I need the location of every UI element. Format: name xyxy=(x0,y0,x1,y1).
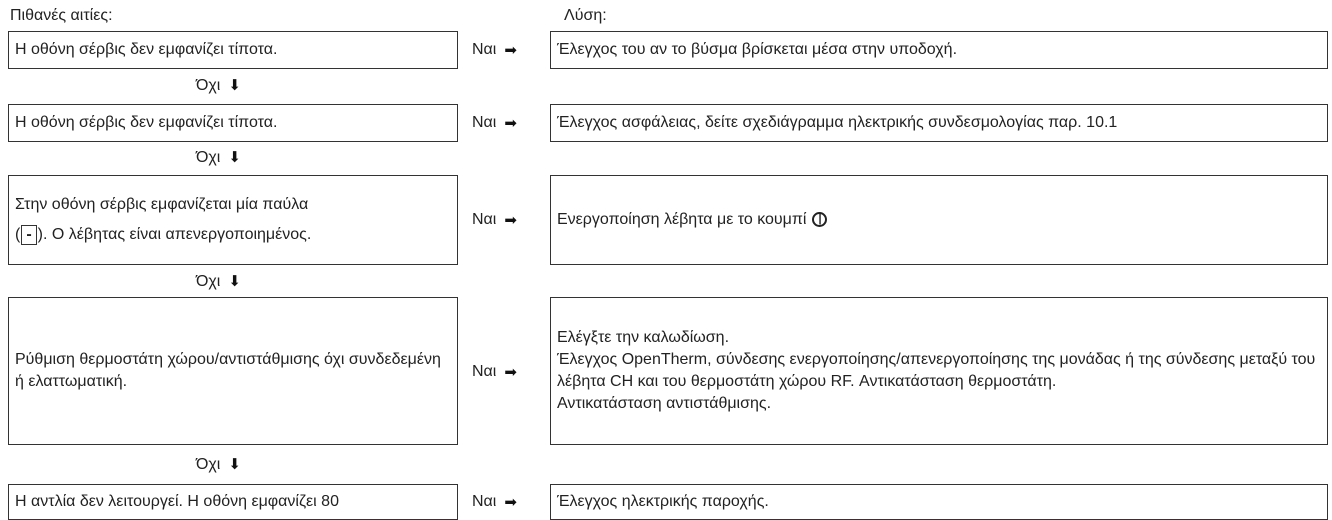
solution-text-5: Έλεγχος ηλεκτρικής παροχής. xyxy=(557,493,769,510)
solution-box-4 xyxy=(550,297,1328,445)
no-connector-3 xyxy=(196,272,241,292)
cause-text-1: Η οθόνη σέρβις δεν εμφανίζει τίποτα. xyxy=(15,41,278,58)
solution-text-2: Έλεγχος ασφάλειας, δείτε σχεδιάγραμμα ηλεκτρικής συνδεσμολογίας παρ. 10.1 xyxy=(557,114,1118,131)
power-button-icon: | xyxy=(812,212,827,227)
cause-box-1 xyxy=(8,31,458,69)
yes-label: Ναι xyxy=(472,114,497,131)
paren-open: ( xyxy=(15,226,21,243)
no-label: Όχι xyxy=(196,77,221,94)
solution-text-4-line2: Έλεγχος OpenTherm, σύνδεσης ενεργοποίησης/απενεργοποίησης της μονάδας ή της σύνδεσης μεταξύ του λέβητα CH και του θερμοστάτη χώρου RF. Αντικατάσταση θερμοστάτη. xyxy=(557,351,1316,390)
cause-text-5: Η αντλία δεν λειτουργεί. Η οθόνη εμφανίζει 80 xyxy=(15,493,339,510)
no-connector-1 xyxy=(196,76,241,96)
cause-box-3 xyxy=(8,175,458,265)
arrow-down-icon: ⬇ xyxy=(228,456,241,473)
yes-connector-2 xyxy=(472,111,517,135)
arrow-down-icon: ⬇ xyxy=(228,77,241,94)
solution-header: Λύση: xyxy=(564,7,607,24)
cause-text-3-line2 xyxy=(15,220,451,250)
yes-label: Ναι xyxy=(472,211,497,228)
solution-text-1: Έλεγχος του αν το βύσμα βρίσκεται μέσα στην υποδοχή. xyxy=(557,41,958,58)
cause-box-2 xyxy=(8,104,458,142)
cause-text-3-rest: ). Ο λέβητας είναι απενεργοποιημένος. xyxy=(37,226,312,243)
no-connector-2 xyxy=(196,148,241,168)
no-label: Όχι xyxy=(196,456,221,473)
arrow-right-icon: ➡ xyxy=(504,212,517,229)
solution-box-2 xyxy=(550,104,1328,142)
no-label: Όχι xyxy=(196,149,221,166)
solution-text-3 xyxy=(557,209,1321,231)
yes-connector-3 xyxy=(472,208,517,232)
solution-text-3-label: Ενεργοποίηση λέβητα με το κουμπί xyxy=(557,211,807,228)
arrow-right-icon: ➡ xyxy=(504,494,517,511)
arrow-down-icon: ⬇ xyxy=(228,273,241,290)
solution-box-5 xyxy=(550,484,1328,520)
arrow-right-icon: ➡ xyxy=(504,115,517,132)
yes-label: Ναι xyxy=(472,363,497,380)
cause-box-4 xyxy=(8,297,458,445)
arrow-right-icon: ➡ xyxy=(504,42,517,59)
dash-symbol: - xyxy=(21,225,36,245)
solution-box-3 xyxy=(550,175,1328,265)
solution-text-4-line1: Ελέγξτε την καλωδίωση. xyxy=(557,329,730,346)
causes-header: Πιθανές αιτίες: xyxy=(10,7,113,24)
yes-label: Ναι xyxy=(472,493,497,510)
yes-connector-5 xyxy=(472,490,517,514)
yes-connector-4 xyxy=(472,360,517,384)
cause-text-3-line1: Στην οθόνη σέρβις εμφανίζεται μία παύλα xyxy=(15,196,309,213)
arrow-right-icon: ➡ xyxy=(504,364,517,381)
cause-box-5 xyxy=(8,484,458,520)
yes-label: Ναι xyxy=(472,41,497,58)
no-label: Όχι xyxy=(196,273,221,290)
solution-text-4-line3: Αντικατάσταση αντιστάθμισης. xyxy=(557,395,772,412)
arrow-down-icon: ⬇ xyxy=(228,149,241,166)
yes-connector-1 xyxy=(472,38,517,62)
solution-box-1 xyxy=(550,31,1328,69)
cause-text-2: Η οθόνη σέρβις δεν εμφανίζει τίποτα. xyxy=(15,114,278,131)
cause-text-4: Ρύθμιση θερμοστάτη χώρου/αντιστάθμισης όχι συνδεδεμένη ή ελαττωματική. xyxy=(15,351,441,390)
no-connector-4 xyxy=(196,455,241,475)
